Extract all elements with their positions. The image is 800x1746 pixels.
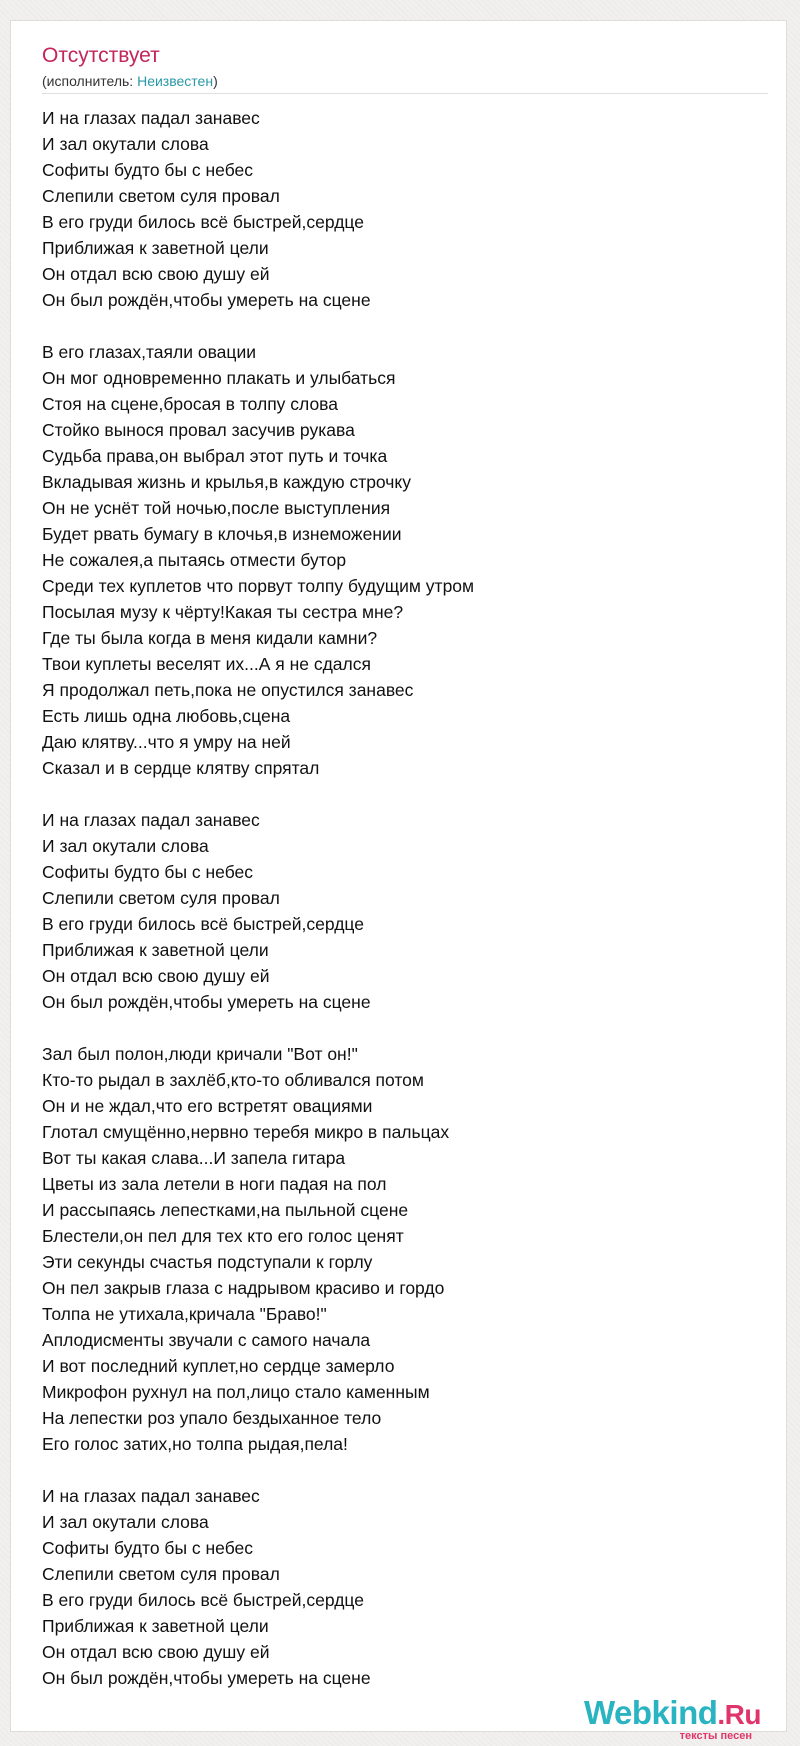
lyric-line: Судьба права,он выбрал этот путь и точка xyxy=(42,446,388,466)
lyric-line: Слепили светом суля провал xyxy=(42,186,280,206)
site-logo[interactable] xyxy=(584,1696,784,1746)
lyrics-stanza xyxy=(42,807,762,1015)
lyric-line: Среди тех куплетов что порвут толпу будущим утром xyxy=(42,576,475,596)
header-divider xyxy=(42,93,768,94)
lyric-line: Приближая к заветной цели xyxy=(42,238,269,258)
lyric-line: Цветы из зала летели в ноги падая на пол xyxy=(42,1174,387,1194)
lyric-line: Эти секунды счастья подступали к горлу xyxy=(42,1252,373,1272)
lyric-line: Он мог одновременно плакать и улыбаться xyxy=(42,368,396,388)
lyric-line: Он пел закрыв глаза с надрывом красиво и гордо xyxy=(42,1278,445,1298)
lyric-line: Он отдал всю свою душу ей xyxy=(42,966,270,986)
lyric-line: Не сожалея,а пытаясь отмести бутор xyxy=(42,550,347,570)
lyric-line: В его глазах,таяли овации xyxy=(42,342,256,362)
lyric-line: И на глазах падал занавес xyxy=(42,108,260,128)
lyric-line: И на глазах падал занавес xyxy=(42,1486,260,1506)
lyrics-stanza xyxy=(42,105,762,313)
lyrics-stanza xyxy=(42,1483,762,1691)
lyric-line: И зал окутали слова xyxy=(42,836,209,856)
lyric-line: Софиты будто бы с небес xyxy=(42,160,254,180)
lyric-line: Зал был полон,люди кричали "Вот он!" xyxy=(42,1044,358,1064)
lyric-line: Он был рождён,чтобы умереть на сцене xyxy=(42,290,371,310)
lyric-line: Он и не ждал,что его встретят овациями xyxy=(42,1096,373,1116)
lyric-line: Слепили светом суля провал xyxy=(42,888,280,908)
lyric-line: Блестели,он пел для тех кто его голос ценят xyxy=(42,1226,404,1246)
lyrics-stanza xyxy=(42,339,762,781)
logo-name: Webkind xyxy=(584,1694,718,1731)
lyrics-card xyxy=(10,20,787,1742)
lyric-line: Стойко вынося провал засучив рукава xyxy=(42,420,355,440)
lyric-line: Есть лишь одна любовь,сцена xyxy=(42,706,291,726)
lyrics-body xyxy=(42,105,762,1717)
lyric-line: Он был рождён,чтобы умереть на сцене xyxy=(42,1668,371,1688)
lyric-line: Твои куплеты веселят их...А я не сдался xyxy=(42,654,371,674)
lyric-line: Кто-то рыдал в захлёб,кто-то обливался потом xyxy=(42,1070,424,1090)
lyric-line: Сказал и в сердце клятву спрятал xyxy=(42,758,320,778)
lyric-line: Он был рождён,чтобы умереть на сцене xyxy=(42,992,371,1012)
lyric-line: Приближая к заветной цели xyxy=(42,1616,269,1636)
lyric-line: Слепили светом суля провал xyxy=(42,1564,280,1584)
lyric-line: И на глазах падал занавес xyxy=(42,810,260,830)
lyric-line: Он не уснёт той ночью,после выступления xyxy=(42,498,391,518)
lyric-line: Софиты будто бы с небес xyxy=(42,1538,254,1558)
artist-line xyxy=(42,73,218,90)
lyric-line: Его голос затих,но толпа рыдая,пела! xyxy=(42,1434,348,1454)
lyric-line: Будет рвать бумагу в клочья,в изнеможении xyxy=(42,524,402,544)
lyrics-stanza xyxy=(42,1041,762,1457)
lyric-line: Даю клятву...что я умру на ней xyxy=(42,732,291,752)
lyric-line: Вкладывая жизнь и крылья,в каждую строчку xyxy=(42,472,412,492)
lyric-line: Посылая музу к чёрту!Какая ты сестра мне? xyxy=(42,602,404,622)
lyric-line: В его груди билось всё быстрей,сердце xyxy=(42,914,364,934)
logo-tld: .Ru xyxy=(717,1699,762,1730)
logo-tagline: тексты песен xyxy=(679,1730,752,1742)
lyric-line: Глотал смущённо,нервно теребя микро в пальцах xyxy=(42,1122,450,1142)
lyric-line: Вот ты какая слава...И запела гитара xyxy=(42,1148,346,1168)
lyric-line: Софиты будто бы с небес xyxy=(42,862,254,882)
lyric-line: И рассыпаясь лепестками,на пыльной сцене xyxy=(42,1200,409,1220)
lyric-line: Стоя на сцене,бросая в толпу слова xyxy=(42,394,339,414)
lyric-line: И зал окутали слова xyxy=(42,1512,209,1532)
lyric-line: В его груди билось всё быстрей,сердце xyxy=(42,212,364,232)
artist-suffix: ) xyxy=(213,73,218,89)
lyric-line: В его груди билось всё быстрей,сердце xyxy=(42,1590,364,1610)
lyric-line: Я продолжал петь,пока не опустился занавес xyxy=(42,680,414,700)
lyric-line: Микрофон рухнул на пол,лицо стало каменным xyxy=(42,1382,430,1402)
lyric-line: И вот последний куплет,но сердце замерло xyxy=(42,1356,395,1376)
lyric-line: Где ты была когда в меня кидали камни? xyxy=(42,628,378,648)
lyric-line: Аплодисменты звучали с самого начала xyxy=(42,1330,371,1350)
lyric-line: Он отдал всю свою душу ей xyxy=(42,1642,270,1662)
artist-prefix: (исполнитель: xyxy=(42,73,138,89)
logo-wordmark xyxy=(584,1696,761,1729)
song-title: Отсутствует xyxy=(42,44,160,67)
lyric-line: И зал окутали слова xyxy=(42,134,209,154)
artist-link[interactable]: Неизвестен xyxy=(137,73,214,89)
lyric-line: Толпа не утихала,кричала "Браво!" xyxy=(42,1304,327,1324)
lyric-line: Приближая к заветной цели xyxy=(42,940,269,960)
lyric-line: На лепестки роз упало бездыханное тело xyxy=(42,1408,382,1428)
lyric-line: Он отдал всю свою душу ей xyxy=(42,264,270,284)
